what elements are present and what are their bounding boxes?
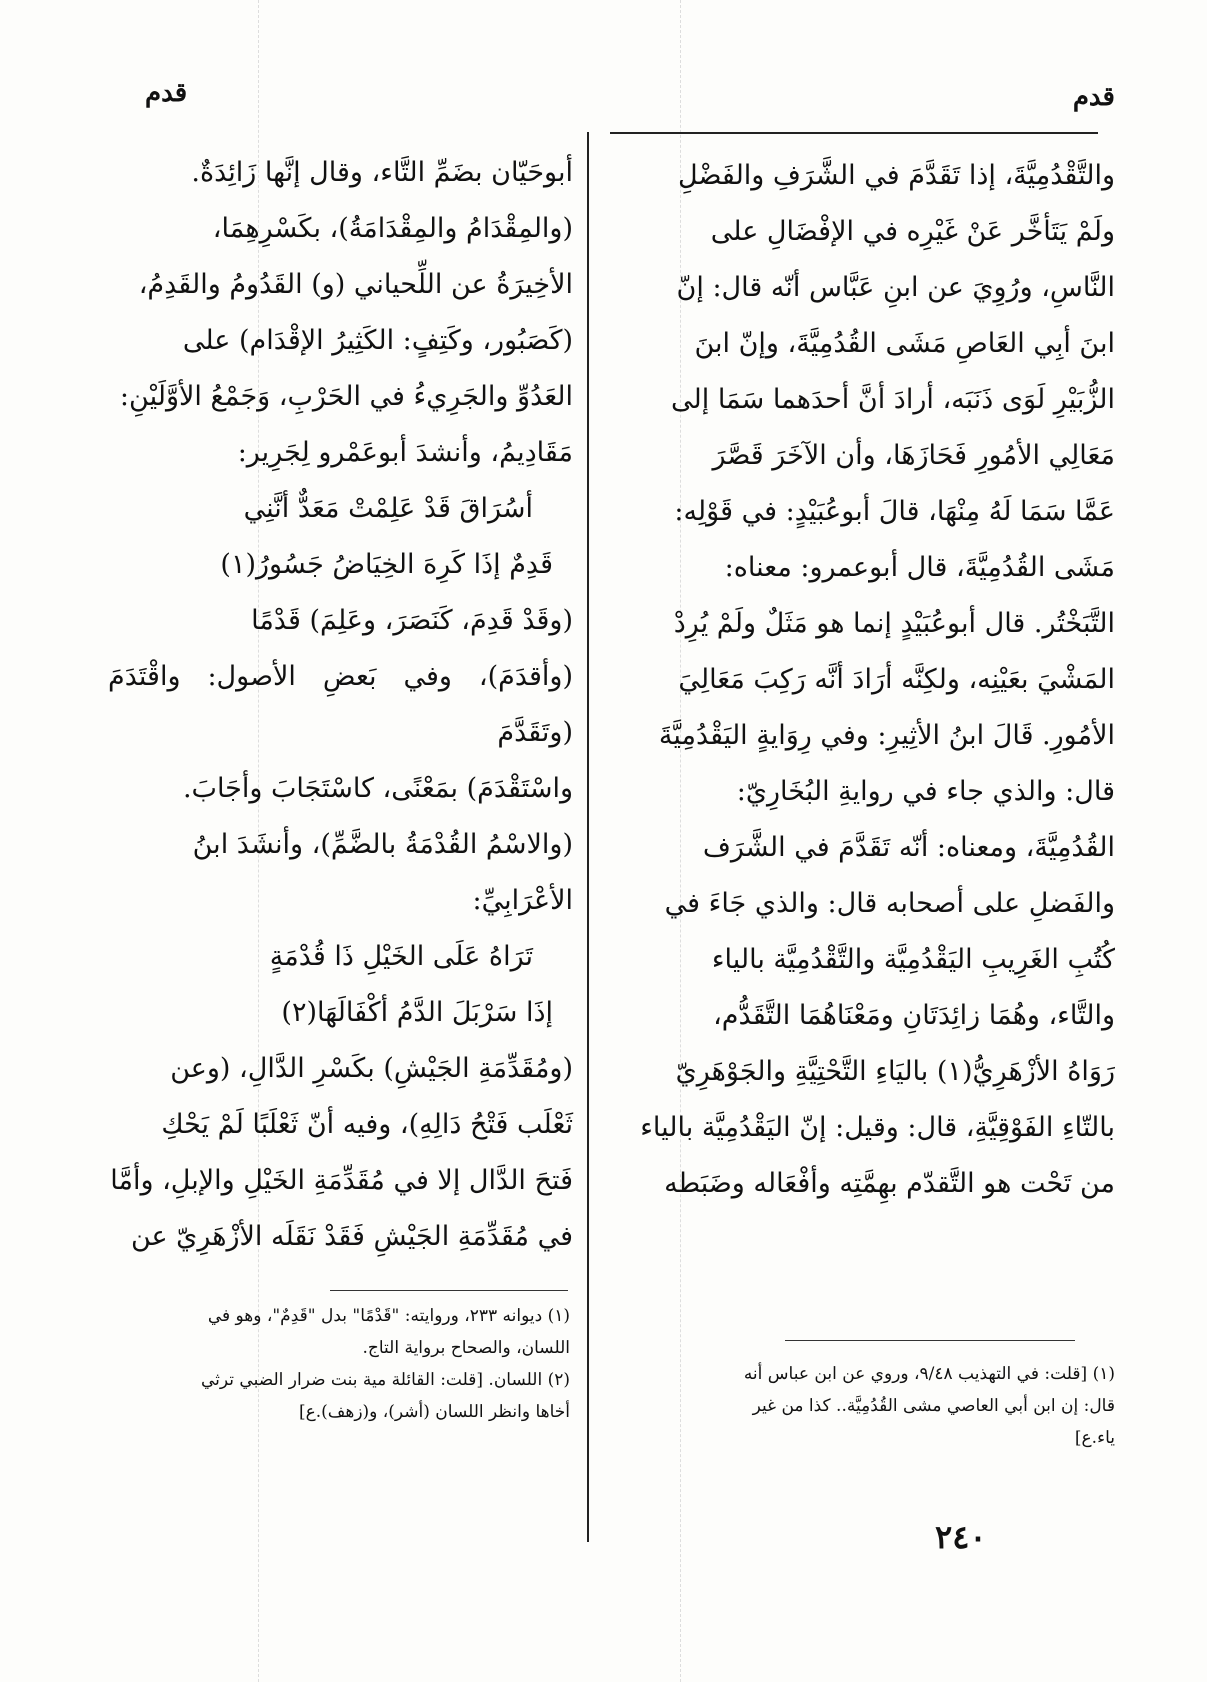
text-line: واسْتَقْدَمَ) بمَعْنًى، كاسْتَجَابَ وأجَابَ.	[182, 773, 573, 804]
text-line: أبوحَيّان بضَمِّ التَّاء، وقال إنَّها زَائِدَةٌ.	[191, 157, 573, 188]
text-line: والفَضلِ على أصحابه قال: والذي جَاءَ في	[664, 888, 1115, 919]
footnote-line: اللسان، والصحاح برواية التاج.	[362, 1338, 570, 1358]
text-line: القُدُمِيَّةَ، ومعناه: أنّه تَقَدَّمَ في الشَّرَف	[702, 832, 1115, 863]
text-line: (ومُقَدِّمَةِ الجَيْشِ) بكَسْرِ الدَّالِ، (وعن	[170, 1053, 573, 1084]
text-line: فَتحَ الدَّال إلا في مُقَدِّمَةِ الخَيْلِ والإبلِ، وأمَّا	[110, 1165, 573, 1196]
text-line: (كَصَبُور، وكَتِفٍ: الكَثِيرُ الإقْدَام) على	[182, 325, 573, 356]
header-rule	[610, 132, 1098, 134]
text-line: مَقَادِيمُ، وأنشدَ أبوعَمْرو لِجَرِير:	[237, 437, 573, 468]
text-line: من تَحْت هو التَّقدّم بهِمَّتِه وأفْعَاله وضَبَطه	[664, 1168, 1115, 1199]
verse-line: قَدِمٌ إذَا كَرِهَ الخِيَاضُ جَسُورُ(١)	[220, 549, 553, 580]
text-line: (وأقدَمَ)، وفي بَعضِ الأصول: واقْتَدَمَ (وتَقَدَّمَ	[108, 661, 573, 748]
footnotes-left	[108, 1300, 570, 1428]
footnote-line: (١) [قلت: في التهذيب ٩/٤٨، وروي عن ابن عباس أنه	[743, 1364, 1115, 1384]
text-line: الأمُورِ. قَالَ ابنُ الأثِيرِ: وفي رِوَايةٍ اليَقْدُمِيَّةَ	[658, 720, 1115, 751]
text-line: قال: والذي جاء في روايةِ البُخَارِيّ:	[736, 776, 1115, 807]
left-column	[108, 145, 573, 1265]
footnote-line: أخاها وانظر اللسان (أشر)، و(زهف).ع]	[298, 1402, 570, 1422]
text-line: مَشَى القُدُمِيَّةَ، قال أبوعمرو: معناه:	[724, 552, 1115, 583]
text-line: والتَّقْدُمِيَّةَ، إذا تَقَدَّمَ في الشَّرَفِ والفَضْلِ	[678, 160, 1115, 191]
text-line: العَدُوِّ والجَرِيءُ في الحَرْبِ، وَجَمْعُ الأوَّلَيْنِ:	[119, 381, 573, 412]
text-line: (وقَدْ قَدِمَ، كَنَصَرَ، وعَلِمَ) قَدْمًا	[251, 605, 573, 636]
text-line: ابنَ أبِي العَاصِ مَشَى القُدُمِيَّةَ، وإنّ ابنَ	[694, 328, 1115, 359]
text-line: عَمَّا سَمَا لَهُ مِنْهَا، قالَ أبوعُبَيْدٍ: في قَوْلِه:	[674, 496, 1115, 527]
text-line: في مُقَدِّمَةِ الجَيْشِ فَقَدْ نَقَلَه الأزْهَرِيّ عن	[130, 1221, 573, 1252]
text-line: رَوَاهُ الأزْهَرِيُّ(١) باليَاءِ التَّحْتِيَّةِ والجَوْهَرِيّ	[675, 1056, 1115, 1087]
text-line: مَعَالِي الأمُورِ فَحَازَهَا، وأن الآخَرَ قَصَّرَ	[712, 440, 1115, 471]
footnote-line: ياء.ع]	[1074, 1428, 1115, 1448]
text-line: الأخِيرَةُ عن اللِّحياني (و) القَدُومُ والقَدِمُ،	[138, 269, 573, 300]
text-line: الزُّبَيْرِ لَوَى ذَنَبَه، أرادَ أنَّ أحدَهما سَمَا إلى	[671, 384, 1115, 415]
column-divider	[587, 132, 589, 1542]
text-line: النَّاسِ، ورُوِيَ عن ابنِ عَبَّاس أنّه قال: إنّ	[676, 272, 1115, 303]
running-header-left: قدم	[145, 78, 188, 108]
text-line: كُتُبِ الغَرِيبِ اليَقْدُمِيَّة والتَّقْدُمِيَّة بالياء	[711, 944, 1115, 975]
footnote-line: قال: إن ابن أبي العاصي مشى القُدُمِيَّة.. كذا من غير	[752, 1396, 1115, 1416]
text-line: والتَّاء، وهُمَا زائِدَتَانِ ومَعْنَاهُمَا التَّقَدُّم،	[713, 1000, 1115, 1031]
verse-line: تَرَاهُ عَلَى الخَيْلِ ذَا قُدْمَةٍ	[269, 941, 533, 972]
running-header-right: قدم	[1072, 82, 1115, 112]
right-column	[630, 148, 1115, 1212]
footnote-rule	[785, 1340, 1075, 1341]
text-line: ثَعْلَب فَتْحُ دَالِهِ)، وفيه أنّ ثَعْلَبًا لَمْ يَحْكِ	[161, 1109, 573, 1140]
footnote-rule	[330, 1290, 568, 1291]
footnote-line: (٢) اللسان. [قلت: القائلة مية بنت ضرار الضبي ترثي	[201, 1370, 570, 1390]
footnote-line: (١) ديوانه ٢٣٣، وروايته: "قَدْمًا" بدل "قَدِمٌ"، وهو في	[207, 1306, 570, 1326]
verse-line: أسُرَاقَ قَدْ عَلِمْتْ مَعَدٌّ أنَّنِي	[243, 493, 533, 524]
verse-line: إذَا سَرْبَلَ الدَّمُ أكْفَالَهَا(٢)	[281, 997, 553, 1028]
page-number: ٢٤٠	[935, 1518, 987, 1556]
text-line: (والمِقْدَامُ والمِقْدَامَةُ)، بكَسْرِهِمَا،	[212, 213, 573, 244]
text-line: بالتّاءِ الفَوْقِيَّةِ، قال: وقيل: إنّ اليَقْدُمِيَّة بالياء	[640, 1112, 1115, 1143]
text-line: التَّبَخْتُر. قال أبوعُبَيْدٍ إنما هو مَثَلٌ ولَمْ يُرِدْ	[673, 608, 1115, 639]
text-line: الأعْرَابِيِّ:	[472, 885, 573, 916]
text-line: (والاسْمُ القُدْمَةُ بالضَّمِّ)، وأنشَدَ ابنُ	[192, 829, 573, 860]
text-line: ولَمْ يَتَأخَّر عَنْ غَيْرِه في الإفْضَالِ على	[710, 216, 1115, 247]
text-line: المَشْيَ بعَيْنِه، ولكِنَّه أرَادَ أنَّه رَكِبَ مَعَالِيَ	[678, 664, 1115, 695]
footnotes-right	[635, 1358, 1115, 1454]
